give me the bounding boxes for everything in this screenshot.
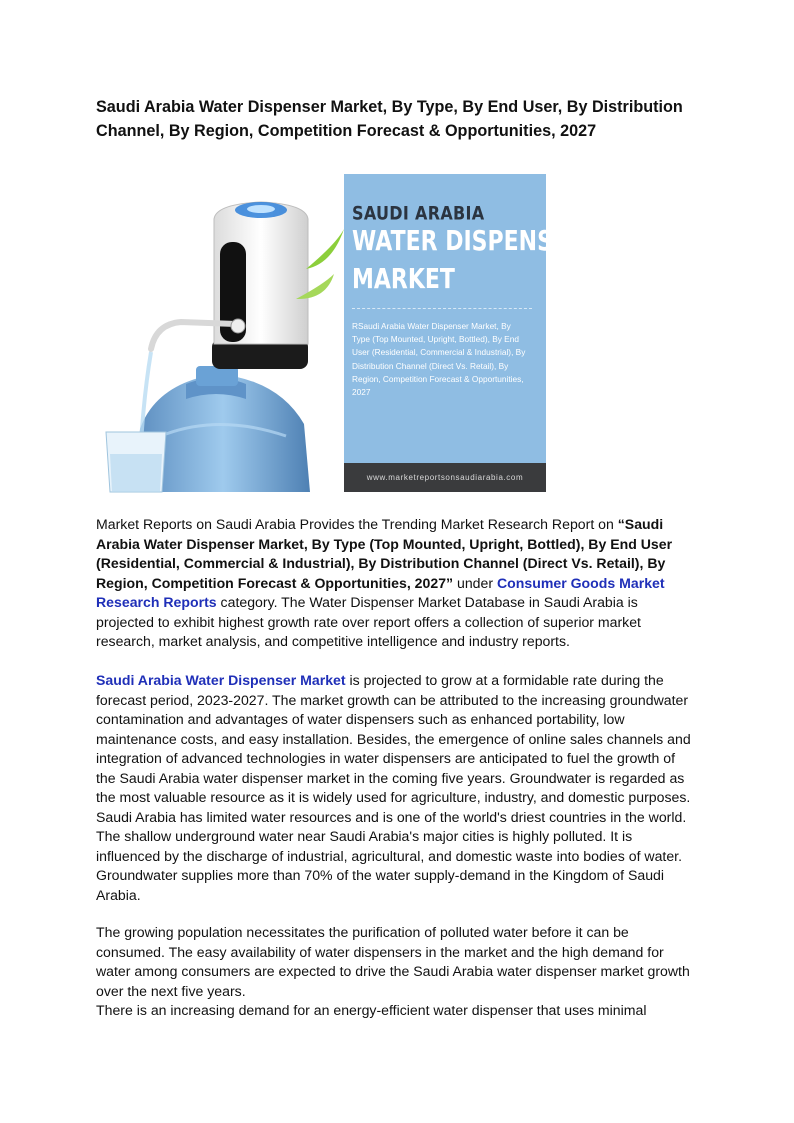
market-link[interactable]: Saudi Arabia Water Dispenser Market [96, 672, 346, 688]
hero-image [96, 174, 585, 492]
cover-title-line2: WATER DISPENSER [352, 226, 585, 258]
page-title: Saudi Arabia Water Dispenser Market, By Type, By End User, By Distribution Channel, By Region, Competition Forecast & Opportunities, 2027 [96, 98, 683, 140]
intro-rest: category. The Water Dispenser Market Database in Saudi Arabia is projected to exhibit highest growth rate over report offers a collection of superior market research, market analysis, and competitive intelligence and industry reports. [96, 594, 641, 649]
paragraph-market-overview [96, 671, 698, 905]
cover-divider [352, 308, 532, 309]
product-photo [96, 174, 344, 492]
water-dispenser-illustration [96, 174, 344, 492]
cover-title-line1: SAUDI ARABIA [352, 202, 485, 224]
paragraph-intro [96, 515, 698, 652]
report-cover [344, 174, 585, 492]
intro-text: Market Reports on Saudi Arabia Provides the Trending Market Research Report on [96, 516, 618, 532]
category-link[interactable]: Consumer Goods Market Research Reports [96, 574, 665, 610]
overview-text: is projected to grow at a formidable rate during the forecast period, 2023-2027. The market growth can be attributed to the increasing groundwater contamination and advantages of water dispensers such as enhanced portability, low maintenance costs, and easy installation. Besides, the emergence of online sales channels and integration of advanced technologies in water dispensers are anticipated to fuel the growth of the Saudi Arabia water dispenser market in the coming five years. Groundwater is regarded as the most valuable resource as it is widely used for agriculture, industry, and domestic purposes. Saudi Arabia has limited water resources and is one of the world's driest countries in the world. The shallow underground water near Saudi Arabia's major cities is highly polluted. It is influenced by the discharge of industrial, agricultural, and domestic waste into bodies of water. Groundwater supplies more than 70% of the water supply-demand in the Kingdom of Saudi Arabia. [96, 672, 691, 903]
report-title-bold: “Saudi Arabia Water Dispenser Market, By Type (Top Mounted, Upright, Bottled), By End User (Residential, Commercial & Industrial), By Distribution Channel (Direct Vs. Retail), By Region, Competition Forecast & Opportunities, 2027” [96, 516, 673, 591]
paragraph-energy: There is an increasing demand for an energy-efficient water dispenser that uses minimal [96, 1002, 647, 1018]
cover-description: RSaudi Arabia Water Dispenser Market, By Type (Top Mounted, Upright, Bottled), By End User (Residential, Commercial & Industrial), By Distribution Channel (Direct Vs. Retail), By Region, Competition Forecast & Opportunities, 2027 [352, 321, 526, 398]
cover-title-line3: MARKET [352, 264, 455, 296]
under-text: under [453, 574, 497, 591]
cover-website: www.marketreportsonsaudiarabia.com [344, 463, 546, 492]
leaf [306, 229, 344, 269]
paragraph-population: The growing population necessitates the purification of polluted water before it can be consumed. The easy availability of water dispensers in the market and the high demand for water among consumers are expected to drive the Saudi Arabia water dispenser market growth over the next five years. [96, 924, 690, 999]
